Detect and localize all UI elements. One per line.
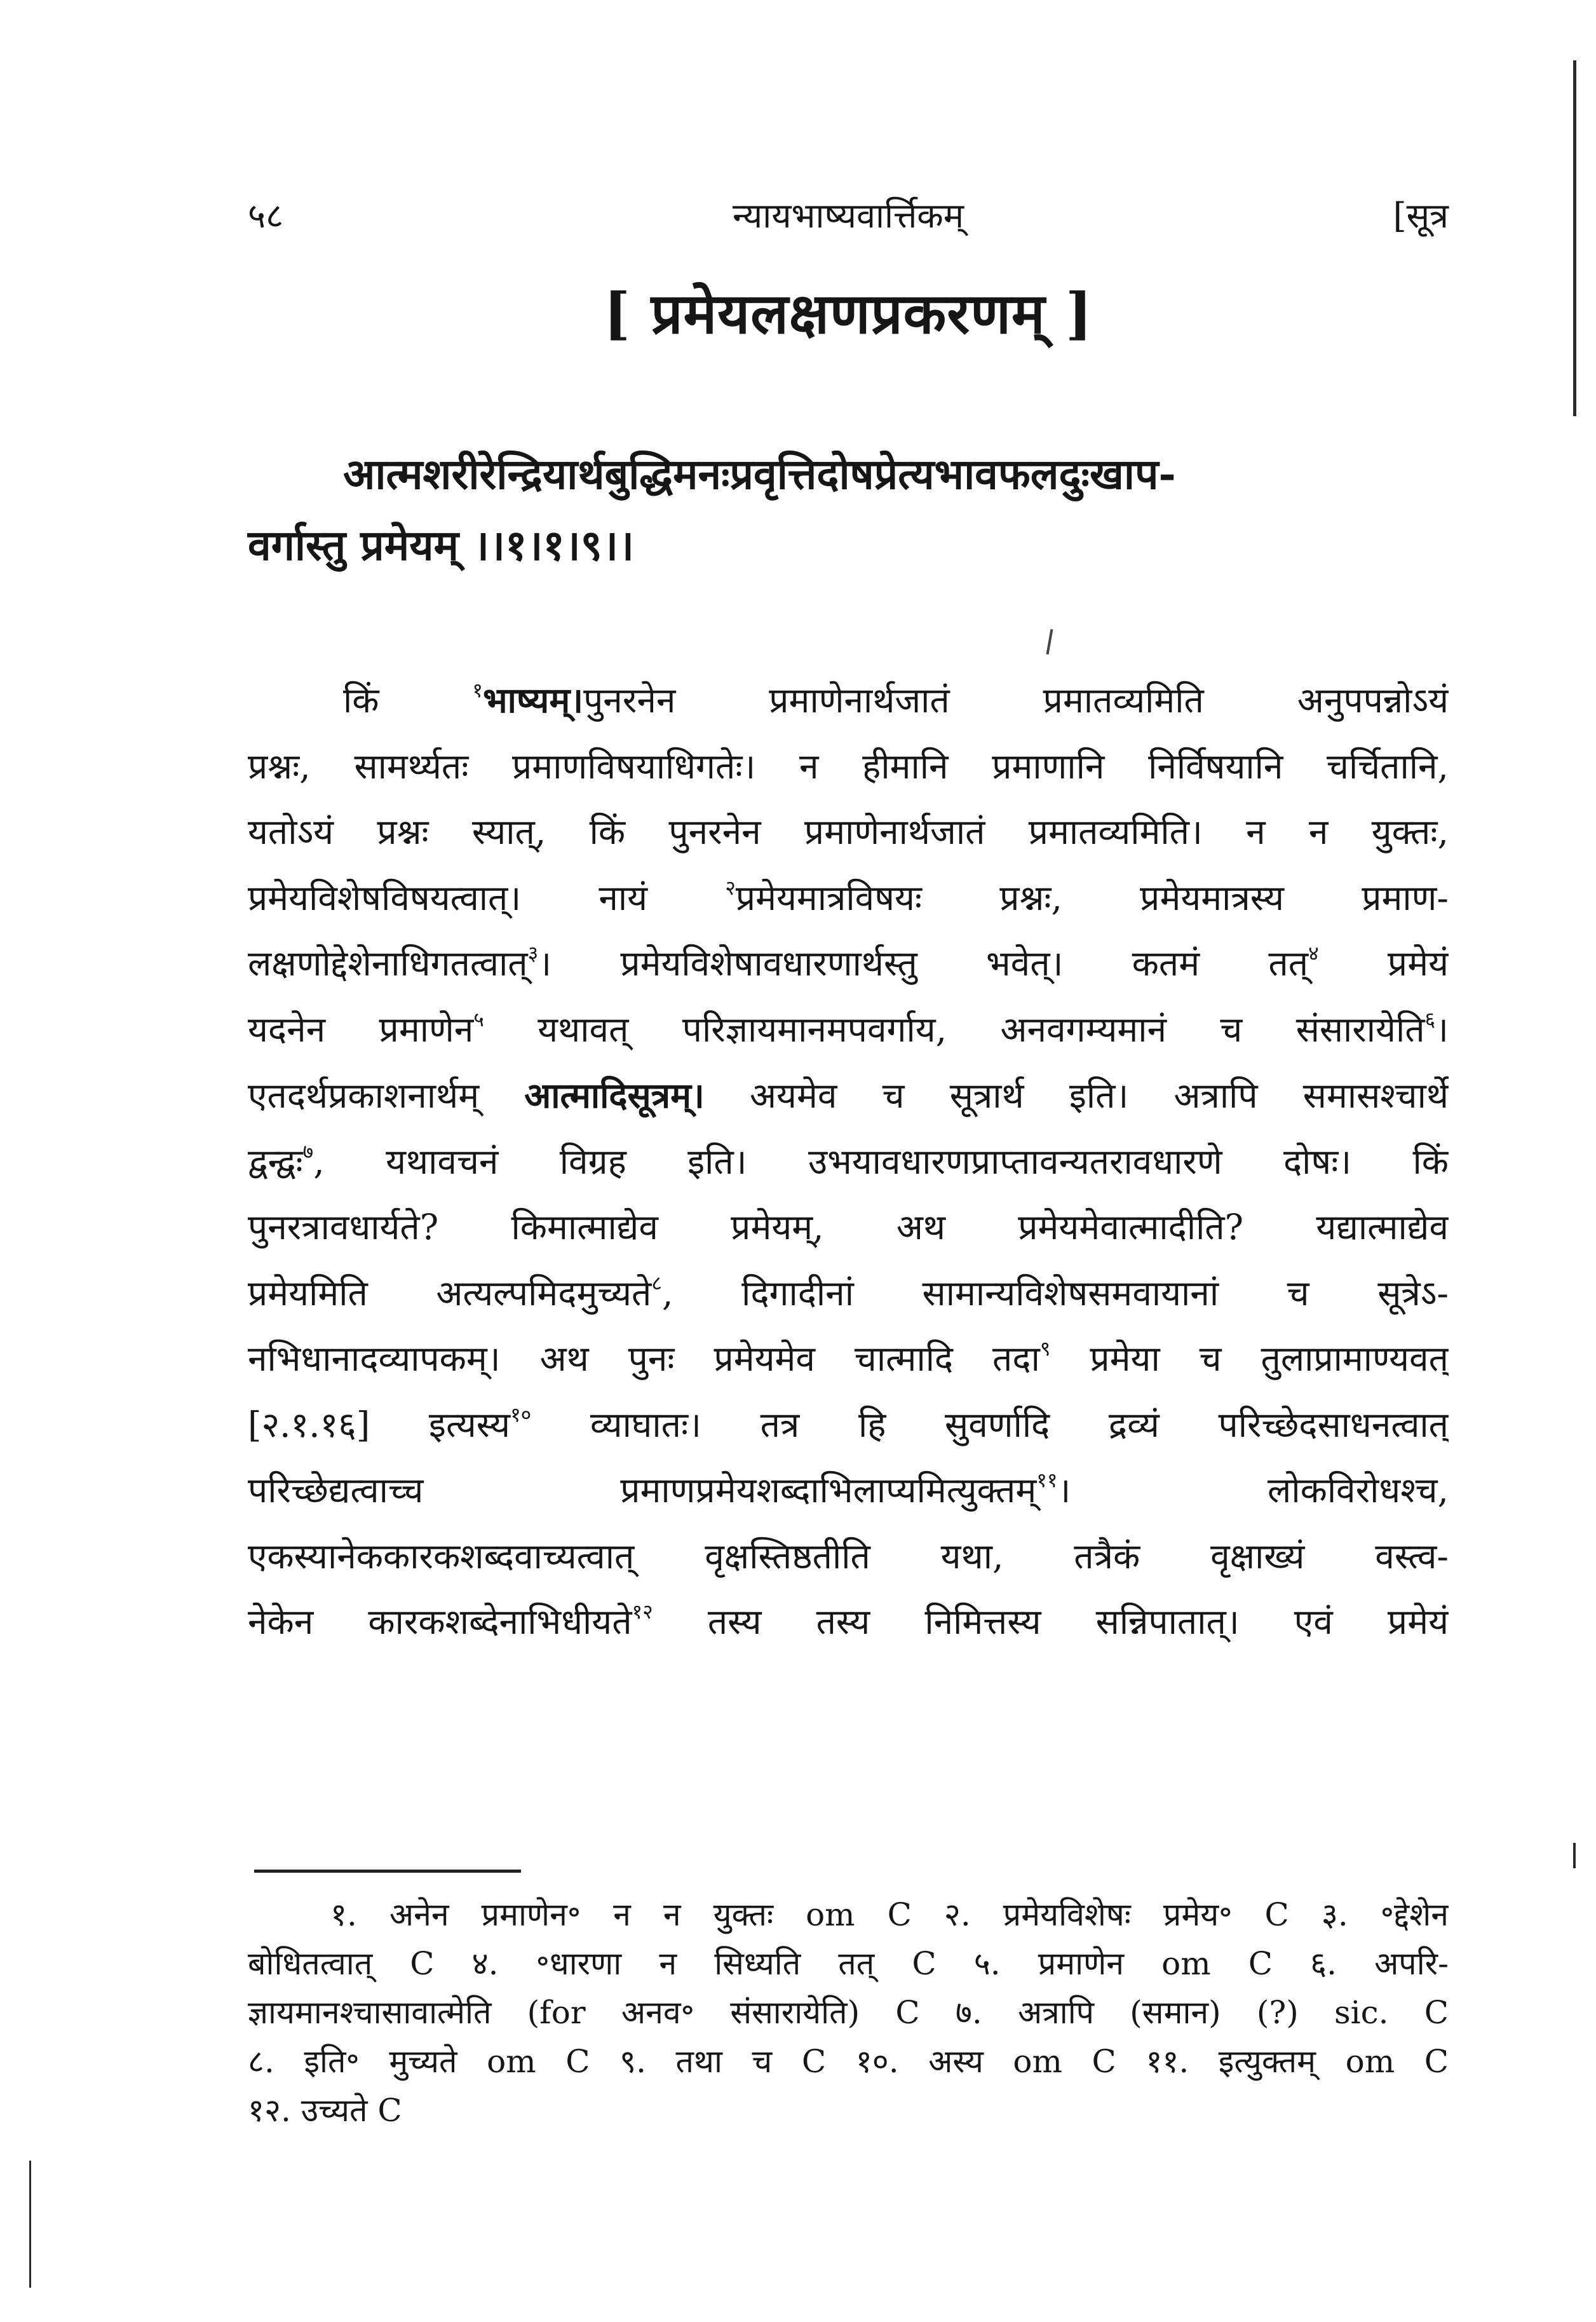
footnote-ref: १ xyxy=(472,678,483,703)
line-text: प्रमेयमात्रविषयः प्रश्नः, प्रमेयमात्रस्य प्रमाण- xyxy=(735,877,1449,918)
line-text: एतदर्थप्रकाशनार्थम् xyxy=(248,1075,525,1116)
line-text: यथावत् परिज्ञायमानमपवर्गाय, अनवगम्यमानं च संसारायेति xyxy=(484,1008,1425,1050)
footnote-ref: ५ xyxy=(473,1007,484,1031)
line-text: प्रमेयमिति अत्यल्पमिदमुच्यते xyxy=(248,1272,652,1314)
footnote-ref: ११ xyxy=(1036,1468,1058,1493)
text-line xyxy=(248,1063,1449,1129)
line-text: परिच्छेद्यत्वाच्च प्रमाणप्रमेयशब्दाभिलाप्यमित्युक्तम् xyxy=(248,1470,1037,1511)
page-number: ५८ xyxy=(248,196,284,236)
running-header xyxy=(248,191,1449,248)
running-title: न्यायभाष्यवार्त्तिकम् xyxy=(732,196,964,236)
text-line xyxy=(248,1589,1449,1655)
line-text: । प्रमेयविशेषावधारणार्थस्तु भवेत्। कतमं तत् xyxy=(538,943,1309,984)
text-line xyxy=(248,734,1449,800)
sutra-line-2: वर्गास्तु प्रमेयम् ।।१।१।९।। xyxy=(248,520,635,570)
line-text: अनुपपन्नोऽयं xyxy=(1297,680,1449,721)
line-text: तस्य तस्य निमित्तस्य सन्निपातात्। एवं प्रमेयं xyxy=(653,1601,1449,1642)
line-text: एकस्यानेककारकशब्दवाच्यत्वात् वृक्षस्तिष्ठतीति यथा, तत्रैकं वृक्षाख्यं वस्त्व- xyxy=(248,1535,1449,1577)
text-line xyxy=(248,1524,1449,1590)
commentary-text xyxy=(248,667,1449,1655)
section-title: [ प्रमेयलक्षणप्रकरणम् ] xyxy=(604,280,1093,346)
line-text: [२.१.१६] इत्यस्य xyxy=(248,1404,511,1445)
bold-term: भाष्यम्। xyxy=(482,679,584,721)
sutra-line-1: आत्मशरीरेन्द्रियार्थबुद्धिमनःप्रवृत्तिदोषप्रेत्यभावफलदुःखाप- xyxy=(343,449,1176,499)
footnote-line: १२. उच्यते C xyxy=(248,2092,402,2129)
footnote-ref: ४ xyxy=(1308,941,1319,966)
line-text: यदनेन प्रमाणेन xyxy=(248,1008,474,1050)
line-text: द्वन्द्वः xyxy=(248,1141,303,1182)
footnote-ref: १२ xyxy=(632,1599,653,1624)
line-text: प्रश्नः, सामर्थ्यतः प्रमाणविषयाधिगतेः। न हीमानि प्रमाणानि निर्विषयानि चर्चितानि, xyxy=(248,745,1449,787)
text-line xyxy=(248,799,1449,866)
footnote-ref: ७ xyxy=(302,1139,314,1164)
text-line xyxy=(248,1195,1449,1261)
line-text: नभिधानादव्यापकम्। अथ पुनः प्रमेयमेव चात्मादि तदा xyxy=(248,1338,1040,1379)
line-text: पुनरत्रावधार्यते? किमात्माद्येव प्रमेयम्, अथ प्रमेयमेवात्मादीति? यद्यात्माद्येव xyxy=(248,1207,1449,1247)
text-line xyxy=(248,1458,1449,1524)
footnote-rule xyxy=(254,1870,521,1873)
footnote-line: बोधितत्वात् C ४. ॰धारणा न सिध्यति तत् C ५. प्रमाणेन om C ६. अपरि- xyxy=(248,1945,1449,1982)
footnote-line: ८. इति॰ मुच्यते om C ९. तथा च C १०. अस्य om C ११. इत्युक्तम् om C xyxy=(248,2043,1449,2080)
sutra-block xyxy=(248,438,1449,581)
page-edge-line-left xyxy=(29,2161,31,2288)
line-text: नेकेन कारकशब्देनाभिधीयते xyxy=(248,1601,632,1642)
bold-term: आत्मादिसूत्रम्। xyxy=(524,1075,705,1116)
line-text: प्रमेया च तुलाप्रामाण्यवत् xyxy=(1050,1338,1449,1379)
footnote-ref: ८ xyxy=(651,1270,662,1295)
footnote-ref: ३ xyxy=(527,941,539,966)
text-line xyxy=(248,931,1449,997)
line-text: लक्षणोद्देशेनाधिगतत्वात् xyxy=(248,943,528,984)
footnote-line: ज्ञायमानश्चासावात्मेति (for अनव॰ संसारायेति) C ७. अत्रापि (समान) (?) sic. C xyxy=(248,1994,1449,2031)
line-text: प्रमेयविशेषविषयत्वात्। नायं xyxy=(248,877,726,918)
text-line xyxy=(248,1392,1449,1458)
text-line xyxy=(248,997,1449,1063)
line-text: पुनरनेन प्रमाणेनार्थजातं प्रमातव्यमिति xyxy=(583,680,1297,721)
text-line xyxy=(248,667,1449,734)
footnote-ref: ६ xyxy=(1424,1007,1436,1031)
line-text: व्याघातः। तत्र हि सुवर्णादि द्रव्यं परिच्छेदसाधनत्वात् xyxy=(531,1404,1449,1445)
text-line xyxy=(248,1129,1449,1195)
line-text: , दिगादीनां सामान्यविशेषसमवायानां च सूत्रेऽ- xyxy=(661,1272,1449,1314)
page-edge-line-right-lower xyxy=(1573,1843,1576,1868)
text-line xyxy=(248,866,1449,932)
footnote-ref: २ xyxy=(725,875,736,900)
footnote-line: १. अनेन प्रमाणेन॰ न न युक्तः om C २. प्रमेयविशेषः प्रमेय॰ C ३. ॰द्देशेन xyxy=(330,1896,1449,1933)
line-text: प्रमेयं xyxy=(1318,943,1449,984)
footnotes xyxy=(248,1891,1449,2135)
page-edge-line-right xyxy=(1573,60,1576,416)
text-line xyxy=(248,1261,1449,1327)
stray-ink-mark xyxy=(1046,629,1053,655)
footnote-ref: १० xyxy=(510,1402,532,1427)
line-text: यतोऽयं प्रश्नः स्यात्, किं पुनरनेन प्रमाणेनार्थजातं प्रमातव्यमिति। न न युक्तः, xyxy=(248,811,1449,852)
line-text: किं xyxy=(343,680,473,721)
section-mark: [सूत्र xyxy=(1393,196,1449,236)
line-text: । xyxy=(1435,1008,1449,1050)
footnote-ref: ९ xyxy=(1039,1336,1051,1361)
line-text: । लोकविरोधश्च, xyxy=(1057,1470,1449,1511)
text-line xyxy=(248,1326,1449,1392)
line-text: , यथावचनं विग्रह इति। उभयावधारणप्राप्तावन्यतरावधारणे दोषः। किं xyxy=(313,1141,1449,1182)
line-text: अयमेव च सूत्रार्थ इति। अत्रापि समासश्चार्थे xyxy=(704,1075,1449,1116)
